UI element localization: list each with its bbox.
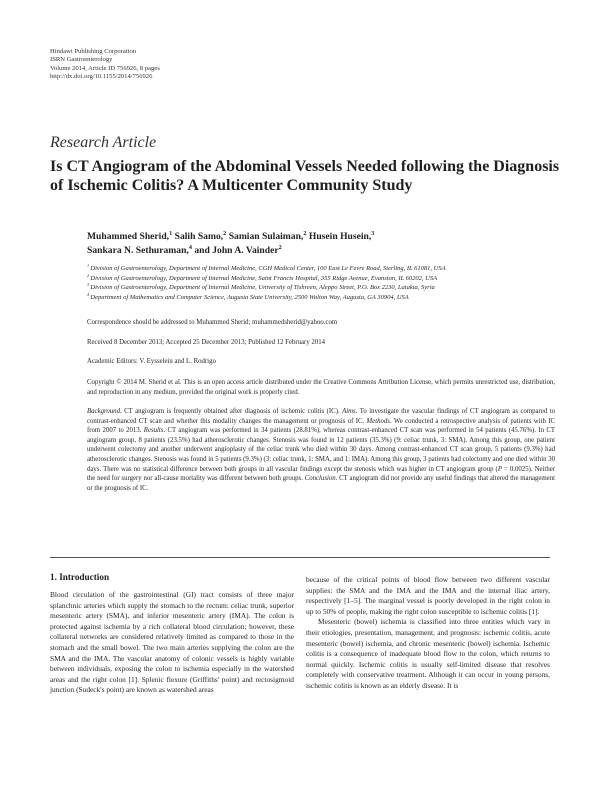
journal-name: ISRN Gastroenterology xyxy=(50,56,113,64)
affiliation-text: Division of Gastroenterology, Department of Internal Medicine, CGH Medical Center, 100 East Le Fevre Road, Sterling, IL 61081, USA xyxy=(90,265,446,272)
affiliation xyxy=(87,264,557,274)
journal-doi[interactable]: http://dx.doi.org/10.1155/2014/756926 xyxy=(50,73,153,81)
affiliation xyxy=(87,283,557,293)
abstract-results: . CT angiogram was performed in 34 patients (28.81%), whereas contrast-enhanced CT scan was performed in 54 patients (45.76%). In CT angiogram group, 8 patients (23.5%) had atherosclerotic changes. Stenosis was found in 12 patients (35.3%) (9: celiac trunk, 3: SMA). Among this group, one patient underwent colectomy and another underwent angioplasty of the celiac trunk who died within 30 days. Among contrast-enhanced CT scan group, 5 patients (9.3%) had atherosclerotic changes. Stenosis was found in 5 patients (9.3%) (3: celiac trunk, 1: SMA, and 1: IMA). Among this group, 3 patients had colectomy and one died within 30 days. There was no statistical difference between both groups in all vascular findings except the stenosis which was higher in CT angiogram group ( xyxy=(87,427,555,473)
abstract-conclusion: . CT angiogram did not provide any useful findings that altered the management or the prognosis of IC. xyxy=(87,475,555,492)
body-paragraph: because of the critical points of blood flow between two different vascular supplies: the SMA and the IMA and the IMA and the internal iliac artery, respectively [1–5]. The marginal vessel is poorly developed in the right colon in up to 50% of people, making the right colon susceptible to ischemic colitis [1]. xyxy=(306,575,550,616)
affiliation xyxy=(87,293,557,303)
abstract-p-symbol: P xyxy=(497,465,502,473)
section-heading: 1. Introduction xyxy=(50,572,110,582)
affiliation-text: Department of Mathematics and Computer Science, Augusta State University, 2500 Walton Way, Augusta, GA 30904, USA xyxy=(90,293,409,301)
journal-info xyxy=(50,48,160,82)
abstract xyxy=(87,407,555,493)
body-paragraph: Blood circulation of the gastrointestinal (GI) tract consists of three major splanchnic arteries which supply the stomach to the rectum: celiac trunk, superior mesenteric artery (SMA), and inferior mesenteric artery (IMA). The colon is protected against ischemia by a rich collateral blood circulation; however, these collateral networks are considered relatively limited as compared to those in the stomach and the small bowel. The two main arteries supplying the colon are the SMA and the IMA. The vascular anatomy of colonic vessels is highly variable between individuals, exposing the colon to ischemia especially in the watershed areas and the right colon [1]. Splenic flexure (Griffiths' point) and rectosigmoid junction (Sudeck's point) are known as watershed areas xyxy=(50,590,294,695)
author-sup: 2 xyxy=(303,229,307,237)
body-paragraph: Mesenteric (bowel) ischemia is classified into three entities which vary in their etiologies, presentation, management, and prognosis: ischemic colitis, acute mesenteric (bowel) ischemia, and chronic mesenteric (bowel) ischemia. Ischemic colitis is a consequence of inadequate blood flow to the colon, which returns to normal quickly. Ischemic colitis is usually self-limited disease that resolves completely with conservative treatment. Although it can occur in young persons, ischemic colitis is known as an elderly disease. It is xyxy=(306,617,550,690)
abstract-p-value: = 0.0025). Neither the need for surgery nor all-cause mortality was different between both groups. xyxy=(87,465,555,483)
abstract-label-aims: Aims xyxy=(342,408,356,415)
journal-volume: Volume 2014, Article ID 756926, 8 pages xyxy=(50,64,160,72)
abstract-label-conclusion: Conclusion xyxy=(304,475,336,483)
author-name: Salih Samo, xyxy=(174,231,224,242)
author-sup: 2 xyxy=(223,229,227,237)
affiliation-sup: 2 xyxy=(87,272,90,278)
author-sup: 4 xyxy=(188,243,192,251)
author-list xyxy=(87,230,557,258)
section-divider xyxy=(50,557,550,558)
author-name: Muhammed Sherid, xyxy=(87,231,170,242)
affiliation-list xyxy=(87,264,557,302)
author-sup: 2 xyxy=(278,243,282,251)
publisher: Hindawi Publishing Corporation xyxy=(50,48,137,55)
author-name: Husein Husein, xyxy=(308,231,372,242)
affiliation-sup: 3 xyxy=(87,281,90,287)
correspondence: Correspondence should be addressed to Muhammed Sherid; muhammedsherid@yahoo.com xyxy=(87,319,338,326)
affiliation xyxy=(87,274,557,284)
abstract-methods: . We conducted a retrospective analysis of patients with IC from 2007 to 2013. xyxy=(87,417,555,435)
author-sup: 1 xyxy=(169,229,173,237)
copyright-notice: Copyright © 2014 M. Sherid et al. This is an open access article distributed under the Creative Commons Attribution License, which permits unrestricted use, distribution, and reproduction in any medium, provided the original work is properly cited. xyxy=(87,379,555,396)
abstract-label-background: Background xyxy=(87,408,120,415)
author-name: Sankara N. Sethuraman, xyxy=(87,245,189,256)
affiliation-sup: 4 xyxy=(87,291,90,297)
affiliation-text: Division of Gastroenterology, Department of Internal Medicine, University of Tishreen, Aleppo Street, P.O. Box 2230, Latakia, Syria xyxy=(90,284,435,291)
abstract-label-results: Results xyxy=(143,427,164,435)
body-column-left xyxy=(50,590,294,696)
abstract-background: . CT angiogram is frequently obtained after diagnosis of ischemic colitis (IC). xyxy=(119,408,343,415)
author-sup: 3 xyxy=(371,229,375,237)
author-name: and John A. Vainder xyxy=(194,245,279,256)
affiliation-text: Division of Gastroenterology, Department of Internal Medicine, Saint Francis Hospital, 355 Ridge Avenue, Evanston, IL 60202, USA xyxy=(90,274,438,282)
abstract-label-methods: Methods xyxy=(366,417,390,425)
affiliation-sup: 1 xyxy=(87,262,90,268)
abstract-aims: . To investigate the vascular findings of CT angiogram as compared to contrast-enhanced CT scan and whether this modality changes the management or prognosis of IC. xyxy=(87,408,555,425)
academic-editors: Academic Editors: V. Eysselein and L. Rodrigo xyxy=(87,358,216,365)
author-name: Samian Sulaiman, xyxy=(228,231,304,242)
article-type: Research Article xyxy=(50,134,157,151)
article-dates: Received 8 December 2013; Accepted 25 December 2013; Published 12 February 2014 xyxy=(87,339,326,346)
article-title: Is CT Angiogram of the Abdominal Vessels Needed following the Diagnosis of Ischemic Colitis? A Multicenter Community Study xyxy=(50,158,560,194)
body-column-right xyxy=(306,575,550,692)
